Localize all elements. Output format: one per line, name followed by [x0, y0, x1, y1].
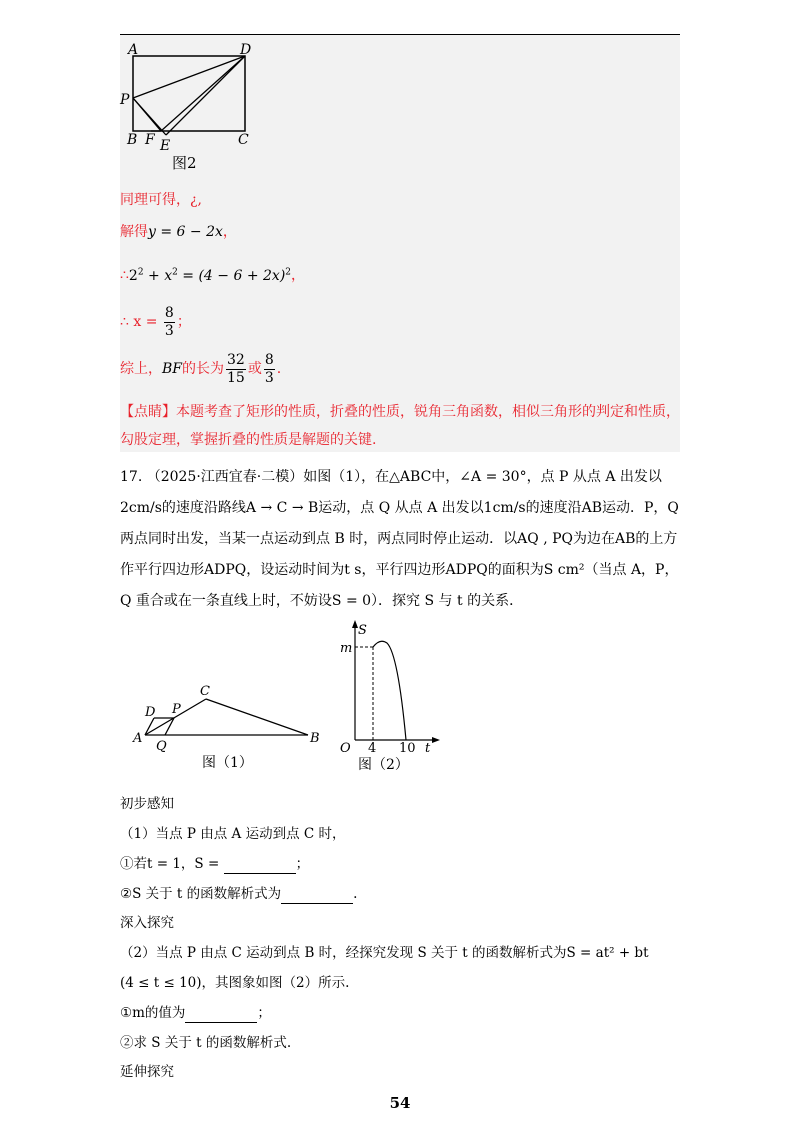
line3-suffix: ， [291, 267, 306, 284]
figure-2-diagram [118, 40, 268, 152]
frac2-num: 8 [264, 351, 274, 368]
part-1-q1-text: ①若t = 1，S = [120, 856, 220, 872]
fig2b-label-o: O [340, 741, 351, 752]
fig1-label-q: Q [156, 739, 167, 752]
part-2-q1-end: ； [257, 1005, 271, 1021]
part-2-q1-text: ①m的值为 [120, 1005, 186, 1021]
solution-line-2 [120, 222, 237, 242]
line3-a: 2 [128, 267, 138, 284]
fig2b-label-4: 4 [368, 741, 377, 752]
part-1-q1 [120, 854, 309, 874]
fig1-label-p: P [172, 702, 181, 717]
answer-blank-2[interactable] [281, 887, 353, 904]
question-17 [120, 462, 682, 617]
line2-suffix: ， [222, 224, 237, 240]
line2-equation: y = 6 − 2x [148, 224, 223, 240]
frac1-num: 32 [227, 351, 245, 368]
fig1-label-b: B [310, 731, 320, 746]
figure-2b-caption: 图（2） [358, 757, 409, 773]
part-1: （1）当点 P 由点 A 运动到点 C 时， [120, 826, 346, 842]
fraction-8-3-b [264, 352, 275, 387]
line2-prefix: 解得 [120, 224, 148, 240]
fraction-32-15 [226, 352, 246, 387]
label-b: B [127, 132, 138, 148]
line4-suffix: ； [176, 314, 191, 330]
question-line-3: 两点同时出发，当某一点运动到点 B 时，两点同时停止运动．以AQ , PQ为边在AB的上方 [120, 531, 678, 547]
label-c: C [238, 132, 249, 148]
label-d: D [240, 42, 252, 58]
line5-or: 或 [247, 361, 262, 377]
line3-sup: 2 [285, 267, 292, 277]
part-2: （2）当点 P 由点 C 运动到点 B 时，经探究发现 S 关于 t 的函数解析式为S = at² + bt [120, 945, 649, 961]
answer-blank-3[interactable] [185, 1006, 257, 1023]
fig1-label-a: A [133, 731, 143, 746]
solution-line-4 [120, 303, 191, 341]
part-2-q2: ②求 S 关于 t 的函数解析式. [120, 1035, 292, 1051]
solution-line-1: 同理可得，¿, [120, 192, 202, 208]
answer-blank-1[interactable] [224, 857, 296, 874]
frac-num: 8 [164, 304, 174, 321]
fig1-label-d: D [145, 705, 156, 720]
line3-prefix: ∴ [120, 267, 129, 284]
line3-equation: $2^2 + x^2 = (4 - 6 + 2x)^2$ [128, 267, 292, 284]
label-e: E [160, 138, 171, 152]
question-line-4: 作平行四边形ADPQ，设运动时间为t s，平行四边形ADPQ的面积为S cm²（当点 A，P， [120, 562, 679, 578]
page-number: 54 [389, 1094, 411, 1112]
part-1-q1-end: ； [295, 856, 310, 872]
part-deep: 深入探究 [120, 915, 174, 931]
line4-prefix: ∴ x = [120, 314, 158, 330]
part-1-q2-end: . [353, 886, 358, 902]
line3-c: = (4 − 6 + 2x) [177, 267, 286, 284]
frac1-den: 15 [227, 369, 245, 386]
part-extend: 延伸探究 [120, 1064, 174, 1080]
line5-prefix: 综上， [120, 361, 162, 377]
dianjing-comment: 【点睛】本题考查了矩形的性质，折叠的性质，锐角三角函数，相似三角形的判定和性质，勾股定理，掌握折叠的性质是解题的关键. [120, 404, 680, 448]
figure-2-graph [330, 618, 440, 752]
line3-b: + x [143, 267, 173, 284]
part-2-range: (4 ≤ t ≤ 10)，其图象如图（2）所示. [120, 975, 350, 991]
part-2-q1 [120, 1003, 271, 1023]
frac-den: 3 [164, 322, 174, 339]
figure-1-caption: 图（1） [202, 755, 253, 771]
question-line-1: 17. （2025·江西宜春·二模）如图（1），在△ABC中，∠A = 30°，点 P 从点 A 出发以 [120, 469, 662, 485]
fig2b-label-t: t [425, 741, 431, 752]
solution-line-3 [120, 262, 305, 286]
line5-mid: 的长为 [182, 361, 225, 377]
solution-line-5 [120, 350, 281, 388]
fig2b-label-s: S [358, 623, 367, 638]
figure-2-caption: 图2 [172, 154, 197, 172]
fraction-8-3 [164, 305, 175, 340]
fig2b-label-10: 10 [399, 741, 416, 752]
part-1-q2-text: ②S 关于 t 的函数解析式为 [120, 886, 282, 902]
question-line-2: 2cm/s的速度沿路线A → C → B运动，点 Q 从点 A 出发以1cm/s的速度沿AB运动．P，Q [120, 500, 679, 516]
part-initial: 初步感知 [120, 796, 174, 812]
label-a: A [128, 42, 139, 58]
line5-suffix: . [276, 361, 282, 377]
figure-1-diagram [130, 680, 330, 752]
fig2b-label-m: m [340, 641, 353, 656]
part-1-q2 [120, 884, 357, 904]
fig1-label-c: C [200, 684, 210, 699]
label-f: F [145, 132, 155, 148]
label-p: P [120, 92, 130, 108]
line5-bf: BF [162, 361, 183, 377]
frac2-den: 3 [264, 369, 274, 386]
question-line-5: Q 重合或在一条直线上时，不妨设S = 0）．探究 S 与 t 的关系． [120, 593, 524, 609]
